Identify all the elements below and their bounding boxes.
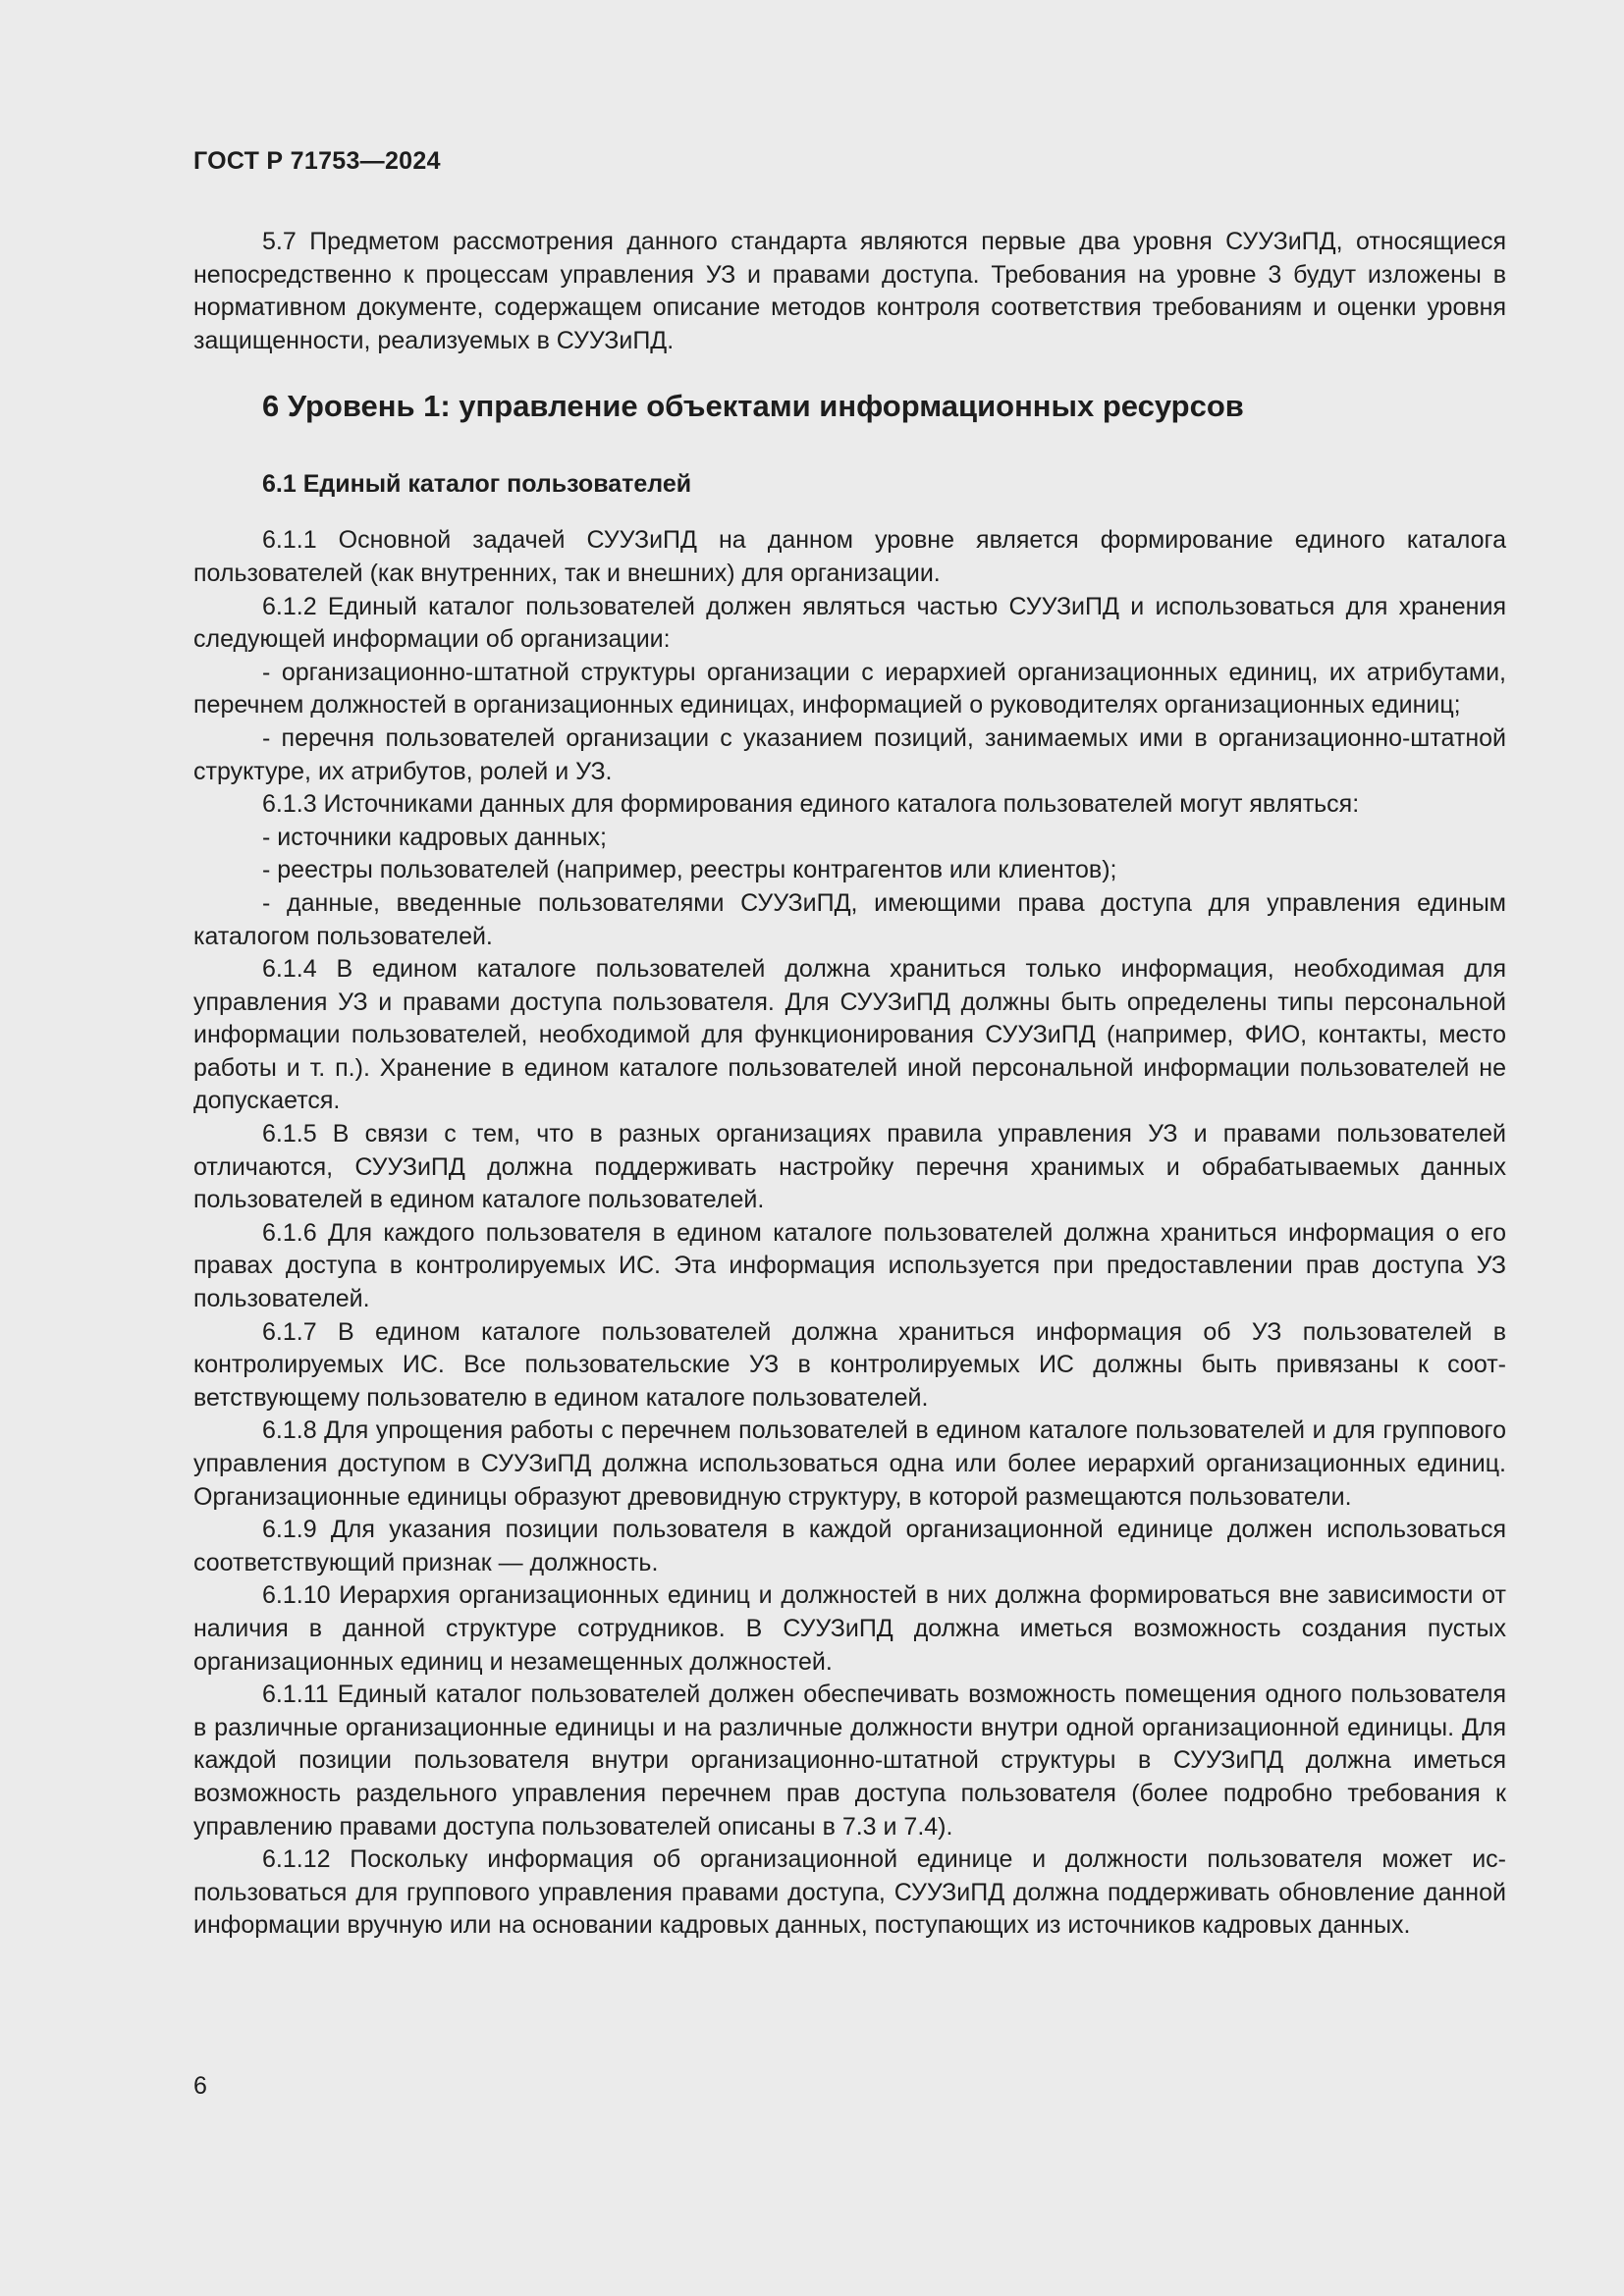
paragraph-6-1-12: 6.1.12 Поскольку информация об организационной единице и должности пользователя может использоваться для группового управления правами доступа, СУУЗиПД должна поддерживать обновление данной информации вручную или на основании кадровых данных, поступающих из источников кадровых данных. <box>193 1845 1506 1940</box>
paragraph-6-1-8: 6.1.8 Для упрощения работы с перечнем пользователей в едином каталоге пользователей и для группового управления доступом в СУУЗиПД должна использоваться одна или более иерархий организационных единиц. Организационные единицы образуют древовидную структуру, в которой размещаются пользователи. <box>193 1416 1506 1511</box>
document-code-header: ГОСТ Р 71753—2024 <box>193 147 441 175</box>
paragraph-6-1-6: 6.1.6 Для каждого пользователя в едином каталоге пользователей должна храниться информация о его правах доступа в контролируемых ИС. Эта информация используется при предоставлении прав доступа УЗ пользователей. <box>193 1218 1506 1313</box>
list-item: - источники кадровых данных; <box>262 823 607 851</box>
paragraph-6-1-2: 6.1.2 Единый каталог пользователей должен являться частью СУУЗиПД и использоваться для хранения следующей информации об организации: <box>193 592 1506 654</box>
paragraph-6-1-10: 6.1.10 Иерархия организационных единиц и должностей в них должна формироваться вне зависимости от наличия в данной структуре сотрудников. В СУУЗиПД должна иметься возможность создания пустых организационных единиц и незамещенных должностей. <box>193 1581 1506 1676</box>
document-body <box>193 226 1506 1943</box>
paragraph-6-1-7: 6.1.7 В едином каталоге пользователей должна храниться информация об УЗ пользователей в контролируемых ИС. Все пользовательские УЗ в контролируемых ИС должны быть привязаны к соответствующему пользователю в едином каталоге пользователей. <box>193 1317 1506 1412</box>
section-title: 6 Уровень 1: управление объектами информационных ресурсов <box>262 389 1244 424</box>
subsection-title: 6.1 Единый каталог пользователей <box>262 470 692 499</box>
paragraph-6-1-1: 6.1.1 Основной задачей СУУЗиПД на данном уровне является формирование единого каталога пользователей (как внутренних, так и внешних) для организации. <box>193 526 1506 587</box>
list-item: - данные, введенные пользователями СУУЗиПД, имеющими права доступа для управления единым каталогом пользователей. <box>193 888 1506 950</box>
paragraph-6-1-11: 6.1.11 Единый каталог пользователей должен обеспечивать возможность помещения одного пользователя в различные организационные единицы и на различные должности внутри одной организационной единицы. Для каждой позиции пользователя внутри организационно-штатной структуры в СУУЗиПД должна иметься возможность раздельного управления перечнем прав доступа пользователя (более подробно требования к управлению правами доступа пользователей описаны в 7.3 и 7.4). <box>193 1681 1506 1841</box>
paragraph-6-1-3: 6.1.3 Источниками данных для формирования единого каталога пользователей могут являться: <box>262 790 1360 819</box>
list-item: - реестры пользователей (например, реестры контрагентов или клиентов); <box>262 856 1117 884</box>
list-item: - перечня пользователей организации с указанием позиций, занимаемых ими в организационно-штатной структуре, их атрибутов, ролей и УЗ. <box>193 723 1506 785</box>
paragraph-6-1-5: 6.1.5 В связи с тем, что в разных организациях правила управления УЗ и правами пользователей отличаются, СУУЗиПД должна поддерживать настройку перечня хранимых и обрабатываемых данных пользователей в едином каталоге пользователей. <box>193 1120 1506 1214</box>
page-number: 6 <box>193 2072 207 2100</box>
paragraph-5-7: 5.7 Предметом рассмотрения данного стандарта являются первые два уровня СУУЗиПД, относящиеся непосредственно к процессам управления УЗ и правами доступа. Требования на уровне 3 будут изложены в нормативном документе, содержащем описание методов контроля соответствия требованиям и оценки уровня защищенности, реализуемых в СУУЗиПД. <box>193 228 1506 354</box>
list-item: - организационно-штатной структуры организации с иерархией организационных единиц, их атрибутами, перечнем должностей в организационных единицах, информацией о руководителях организационных единиц; <box>193 658 1506 720</box>
paragraph-6-1-9: 6.1.9 Для указания позиции пользователя в каждой организационной единице должен использоваться соответствующий признак — должность. <box>193 1516 1506 1576</box>
paragraph-6-1-4: 6.1.4 В едином каталоге пользователей должна храниться только информация, необходимая для управления УЗ и правами доступа пользователя. Для СУУЗиПД должны быть определены типы персональной информации пользователей, необходимой для функционирования СУУЗиПД (например, ФИО, контакты, место работы и т. п.). Хранение в едином каталоге пользователей иной персональной информации пользователей не допускается. <box>193 955 1506 1115</box>
